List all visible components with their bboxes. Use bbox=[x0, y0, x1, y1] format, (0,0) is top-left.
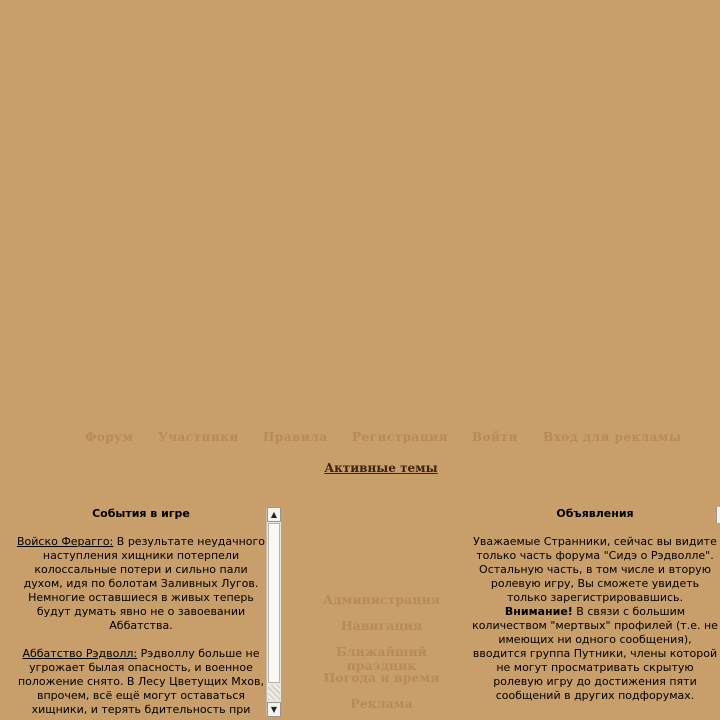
announcement-intro: Уважаемые Странники, сейчас вы видите только часть форума "Сидэ о Рэдволле". Остальную часть, в том числе и вторую ролевую игру, Вы сможете увидеть только зарегистрировавшись. bbox=[473, 535, 717, 604]
events-scroll-box[interactable] bbox=[16, 535, 266, 720]
nav-members-link[interactable]: Участники bbox=[158, 430, 239, 444]
side-ads-link[interactable]: Реклама bbox=[350, 696, 413, 711]
event-label[interactable]: Аббатство Рэдволл: bbox=[22, 647, 138, 660]
event-label[interactable]: Войско Ферагго: bbox=[16, 535, 114, 548]
scrollbar-track[interactable] bbox=[268, 685, 280, 700]
nav-register-link[interactable]: Регистрация bbox=[352, 430, 448, 444]
attention-text: В связи с большим количеством "мертвых" профилей (т.е. не имеющих ни одного сообщения), вводится группа Путники, члены которой не могут просматривать скрытую ролевую игру до достижения пяти сообщений в других подфорумах. bbox=[472, 605, 718, 702]
nav-rules-link[interactable]: Правила bbox=[263, 430, 328, 444]
nav-login-link[interactable]: Войти bbox=[472, 430, 518, 444]
arrow-down-icon[interactable]: ▼ bbox=[267, 702, 281, 717]
side-holiday-link[interactable]: Ближайший праздник bbox=[336, 644, 427, 673]
side-admin-link[interactable]: Администрация bbox=[323, 592, 440, 607]
active-topics-link[interactable]: Активные темы bbox=[324, 461, 438, 475]
event-item bbox=[16, 535, 266, 633]
attention-label: Внимание! bbox=[504, 605, 573, 618]
arrow-up-icon[interactable]: ▲ bbox=[267, 507, 281, 522]
events-scrollbar[interactable] bbox=[266, 507, 281, 717]
right-scrollbar-edge[interactable] bbox=[716, 507, 720, 523]
event-text: Рэдволлу больше не угрожает былая опасность, и военное положение снято. В Лесу Цветущих Мхов, впрочем, всё ещё могут оставаться хищники, и терять бдительность при bbox=[17, 647, 265, 716]
nav-ad-login-link[interactable]: Вход для рекламы bbox=[543, 430, 682, 444]
nav-forum-link[interactable]: Форум bbox=[85, 430, 134, 444]
announcements-title: Объявления bbox=[556, 507, 634, 520]
event-text: В результате неудачного наступления хищники потерпели колоссальные потери и сильно пали духом, идя по болотам Заливных Лугов. Немногие оставшиеся в живых теперь будут думать явно не о завоевании Аббатства. bbox=[23, 535, 266, 632]
events-title: События в игре bbox=[92, 507, 190, 520]
side-weather-link[interactable]: Погода и время bbox=[323, 670, 440, 685]
announcements-box bbox=[470, 535, 720, 703]
scrollbar-thumb[interactable] bbox=[268, 523, 280, 683]
side-navigation-link[interactable]: Навигация bbox=[340, 618, 423, 633]
event-item bbox=[16, 647, 266, 717]
